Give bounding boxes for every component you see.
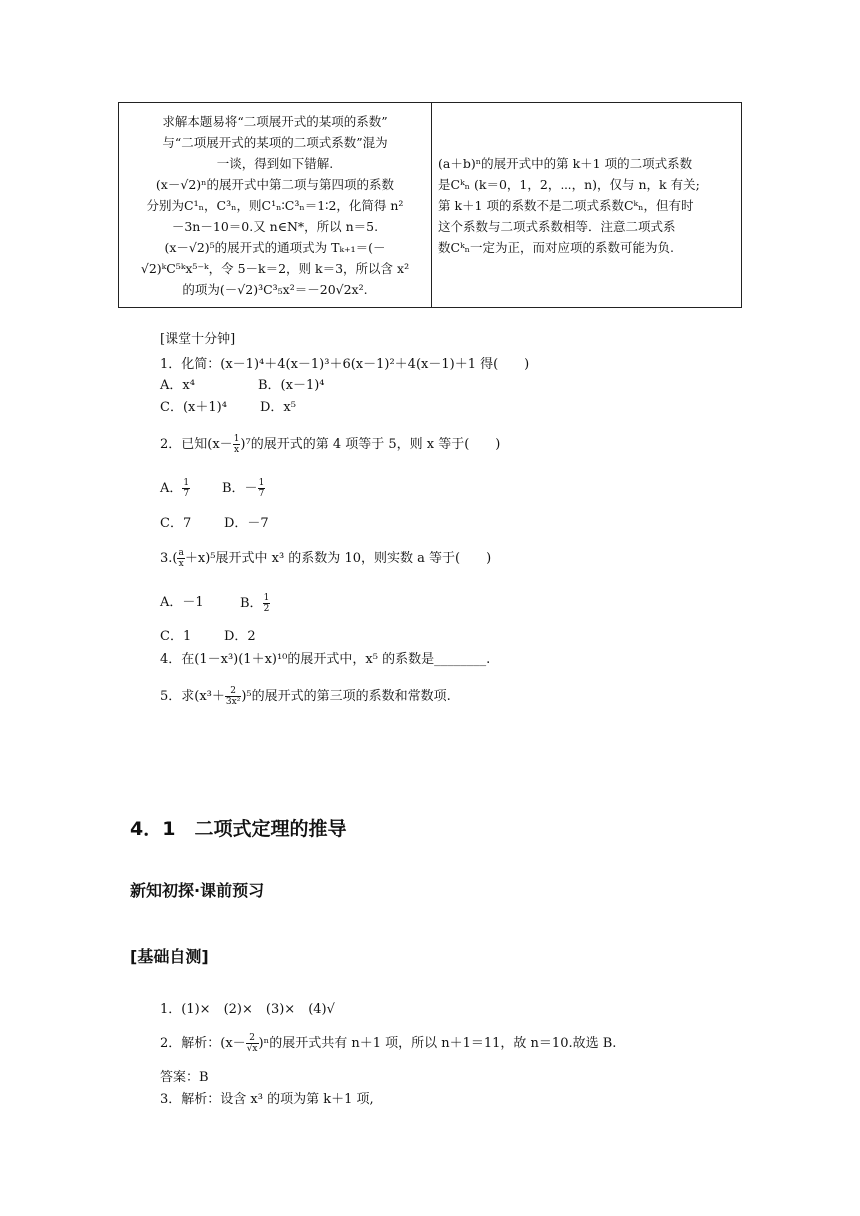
- q3-number: 3.: [160, 551, 173, 566]
- q3-b-den: 2: [263, 604, 270, 614]
- answer-3: 3．解析：设含 x³ 的项为第 k＋1 项,: [160, 1092, 374, 1107]
- q3-paren-close: )⁵: [205, 551, 216, 566]
- self-test-heading: [基础自测]: [130, 947, 209, 966]
- error-analysis-cell: [119, 103, 432, 308]
- question-3: [160, 548, 491, 569]
- right-line: 第 k＋1 项的系数不是二项式系数Cᵏₙ，但有时: [438, 197, 694, 213]
- right-line: 这个系数与二项式系数相等．注意二项式系: [438, 218, 676, 234]
- q2-option-a: [160, 478, 190, 499]
- section-title: 4．1 二项式定理的推导: [130, 818, 347, 840]
- q3-option-d: D．2: [224, 629, 256, 644]
- left-line: (x－√2)⁵的展开式的通项式为 Tₖ₊₁＝(－: [164, 239, 386, 255]
- q1-option-a: A．x⁴: [160, 378, 195, 393]
- right-line: 数Cᵏₙ一定为正，而对应项的系数可能为负.: [438, 239, 675, 255]
- q2-b-den: 7: [258, 489, 265, 499]
- q3-paren-open: (: [172, 551, 178, 566]
- q2-suffix: )⁷的展开式的第 4 项等于 5，则 x 等于( ): [240, 437, 501, 452]
- q2-option-c: C．7: [160, 516, 192, 531]
- left-line: 与“二项展开式的某项的二项式系数”混为: [162, 134, 388, 150]
- q2-a-fraction: [182, 478, 190, 499]
- comparison-table: [118, 102, 742, 308]
- q5-prefix: 5．求(x³＋: [160, 689, 225, 704]
- q2-a-num: 1: [183, 478, 190, 488]
- q3-plus: ＋x: [184, 551, 206, 566]
- a2-suffix: )ⁿ的展开式共有 n＋1 项，所以 n＋1＝11，故 n＝10.故选 B.: [258, 1036, 617, 1051]
- q2-option-b: [222, 478, 265, 499]
- a2-fraction: [246, 1033, 259, 1054]
- q2-a-den: 7: [183, 489, 190, 499]
- right-line: 是Cᵏₙ (k＝0，1，2，⋯，n)，仅与 n，k 有关;: [438, 176, 700, 192]
- q3-num: a: [178, 548, 184, 558]
- q3-b-num: 1: [263, 593, 270, 603]
- question-2: [160, 434, 500, 455]
- q3-fraction: [177, 548, 184, 569]
- left-line: 分别为C¹ₙ，C³ₙ，则C¹ₙ∶C³ₙ＝1∶2，化简得 n²: [146, 197, 404, 213]
- left-line: 一谈，得到如下错解.: [216, 155, 334, 171]
- section-subtitle: 新知初探·课前预习: [130, 881, 265, 900]
- q2-option-b-label: B．－: [222, 481, 258, 496]
- q3-option-b: [240, 593, 270, 614]
- q5-num: 2: [225, 686, 241, 697]
- q3-suffix: 展开式中 x³ 的系数为 10，则实数 a 等于( ): [215, 551, 492, 566]
- answer-2: [160, 1033, 616, 1054]
- left-line: －3n－10＝0.又 n∈N*，所以 n＝5.: [171, 218, 379, 234]
- answer-1: 1．(1)× (2)× (3)× (4)√: [160, 1002, 335, 1017]
- q5-den: 3x²: [225, 697, 241, 707]
- q5-fraction: [225, 686, 241, 707]
- a2-num: 2: [246, 1033, 259, 1044]
- q3-den: x: [178, 559, 184, 569]
- left-line: 求解本题易将“二项展开式的某项的系数”: [162, 113, 388, 129]
- q2-fraction-num: 1: [233, 434, 240, 444]
- a2-den: √x: [246, 1044, 258, 1054]
- left-line: √2)ᵏC⁵ᵏx⁵⁻ᵏ，令 5－k＝2，则 k＝3，所以含 x²: [140, 260, 410, 276]
- question-4: 4．在(1－x³)(1＋x)¹⁰的展开式中，x⁵ 的系数是________.: [160, 652, 491, 667]
- q2-b-fraction: [258, 478, 266, 499]
- q2-option-d: D．－7: [224, 516, 269, 531]
- q2-prefix: 2．已知(x－: [160, 437, 233, 452]
- right-line: (a＋b)ⁿ的展开式中的第 k＋1 项的二项式系数: [438, 155, 693, 171]
- q1-option-b: B．(x－1)⁴: [258, 378, 325, 393]
- q3-option-a: A．－1: [160, 595, 204, 610]
- answer-2-result: 答案：B: [160, 1070, 209, 1085]
- note-cell: [432, 103, 742, 308]
- question-5: [160, 686, 451, 707]
- q5-suffix: )⁵的展开式的第三项的系数和常数项.: [241, 689, 451, 704]
- q3-b-fraction: [263, 593, 271, 614]
- q2-b-num: 1: [258, 478, 265, 488]
- question-1: 1．化简：(x－1)⁴＋4(x－1)³＋6(x－1)²＋4(x－1)＋1 得( ): [160, 357, 530, 372]
- left-line: 的项为(－√2)³C³₅x²＝－20√2x².: [182, 281, 368, 297]
- practice-heading: [课堂十分钟]: [160, 332, 236, 347]
- q1-option-d: D．x⁵: [260, 400, 296, 415]
- q2-option-a-label: A．: [160, 481, 183, 496]
- a2-prefix: 2．解析：(x－: [160, 1036, 246, 1051]
- q2-fraction-den: x: [234, 445, 240, 455]
- q3-option-b-label: B．: [240, 596, 263, 611]
- q3-option-c: C．1: [160, 629, 192, 644]
- q1-option-c: C．(x＋1)⁴: [160, 400, 227, 415]
- left-line: (x－√2)ⁿ的展开式中第二项与第四项的系数: [155, 176, 395, 192]
